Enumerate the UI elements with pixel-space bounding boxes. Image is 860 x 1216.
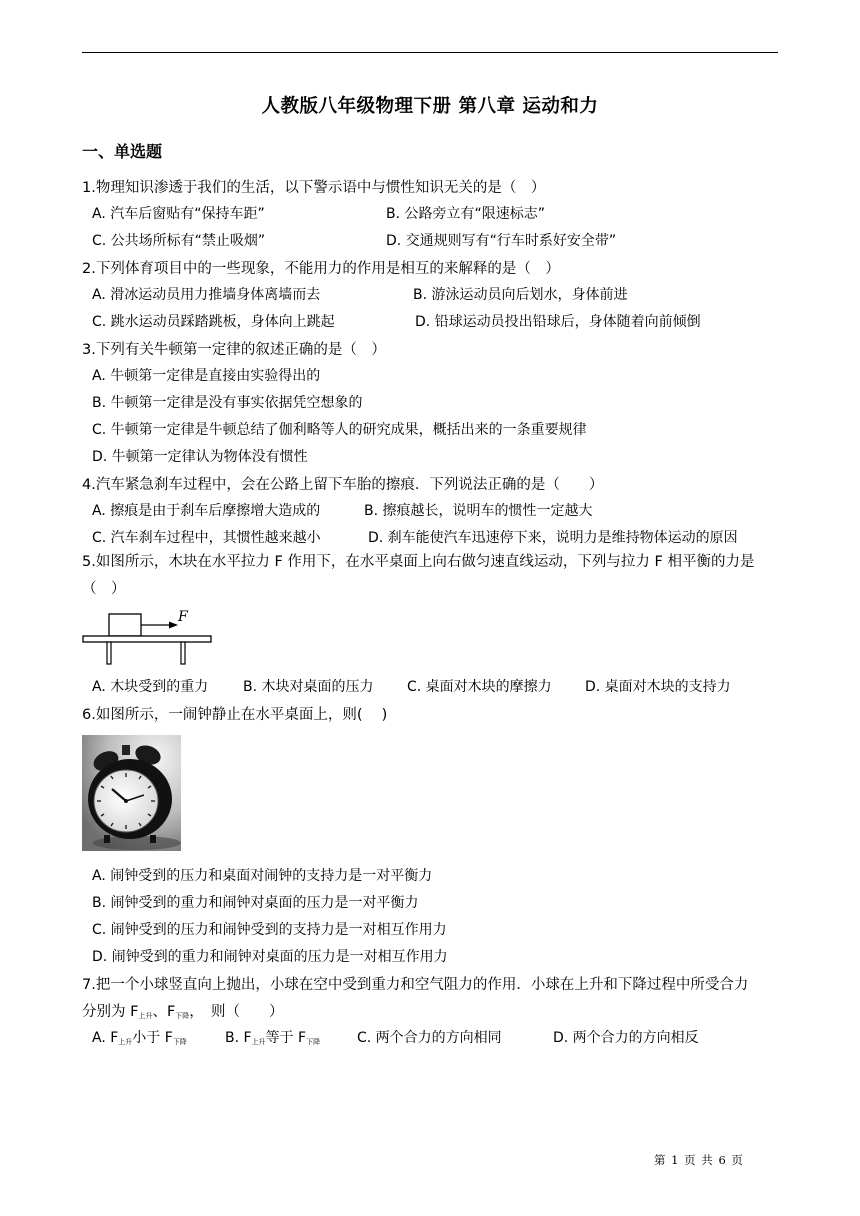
question-6-option-b: B. 闹钟受到的重力和闹钟对桌面的压力是一对平衡力 bbox=[92, 895, 419, 911]
question-7-option-b bbox=[225, 1027, 320, 1047]
question-2-option-d: D. 铅球运动员投出铅球后，身体随着向前倾倒 bbox=[415, 314, 701, 330]
question-3-option-b: B. 牛顿第一定律是没有事实依据凭空想象的 bbox=[92, 395, 363, 411]
option-a-f: A. F bbox=[92, 1030, 119, 1046]
option-b-sub-up: 上升 bbox=[251, 1038, 266, 1046]
question-4-option-b: B. 擦痕越长，说明车的惯性一定越大 bbox=[364, 503, 593, 519]
force-label: F bbox=[178, 609, 188, 625]
question-7-stem-line-1: 7.把一个小球竖直向上抛出，小球在空中受到重力和空气阻力的作用．小球在上升和下降过程中所受合力 bbox=[82, 977, 749, 993]
subscript-up: 上升 bbox=[138, 1012, 153, 1020]
option-a-text: 小于 F bbox=[132, 1030, 173, 1046]
page-title: 人教版八年级物理下册 第八章 运动和力 bbox=[261, 96, 599, 117]
question-7-stem-line-2 bbox=[82, 1000, 284, 1021]
question-2-option-c: C. 跳水运动员踩踏跳板，身体向上跳起 bbox=[92, 314, 335, 330]
force-arrowhead bbox=[169, 622, 178, 629]
section-heading: 一、单选题 bbox=[82, 142, 163, 161]
question-7-option-a bbox=[92, 1027, 187, 1047]
question-2-option-a: A. 滑冰运动员用力推墙身体离墙而去 bbox=[92, 287, 321, 303]
question-6-option-d: D. 闹钟受到的重力和闹钟对桌面的压力是一对相互作用力 bbox=[92, 949, 448, 965]
question-4-stem: 4.汽车紧急刹车过程中，会在公路上留下车胎的擦痕．下列说法正确的是（ ） bbox=[82, 477, 604, 493]
question-5-option-b: B. 木块对桌面的压力 bbox=[243, 679, 374, 695]
page-footer: 第 1 页 共 6 页 bbox=[654, 1153, 743, 1167]
question-3-option-d: D. 牛顿第一定律认为物体没有惯性 bbox=[92, 449, 308, 465]
option-b-f: B. F bbox=[225, 1030, 252, 1046]
question-1-option-b: B. 公路旁立有“限速标志” bbox=[386, 206, 546, 222]
question-7-stem-sep: 、F bbox=[152, 1004, 176, 1020]
question-1-option-c: C. 公共场所标有“禁止吸烟” bbox=[92, 233, 266, 249]
question-5-option-c: C. 桌面对木块的摩擦力 bbox=[407, 679, 552, 695]
option-a-sub-down: 下降 bbox=[172, 1038, 187, 1046]
question-6-option-a: A. 闹钟受到的压力和桌面对闹钟的支持力是一对平衡力 bbox=[92, 868, 433, 884]
question-4-option-a: A. 擦痕是由于刹车后摩擦增大造成的 bbox=[92, 503, 321, 519]
question-5-option-d: D. 桌面对木块的支持力 bbox=[585, 679, 731, 695]
question-3-stem: 3.下列有关牛顿第一定律的叙述正确的是（ ） bbox=[82, 342, 386, 358]
question-2-stem: 2.下列体育项目中的一些现象，不能用力的作用是相互的来解释的是（ ） bbox=[82, 261, 560, 277]
question-3-option-a: A. 牛顿第一定律是直接由实验得出的 bbox=[92, 368, 321, 384]
table-leg-right bbox=[181, 642, 185, 664]
subscript-down: 下降 bbox=[175, 1012, 190, 1020]
question-4-option-d: D. 刹车能使汽车迅速停下来，说明力是维持物体运动的原因 bbox=[368, 530, 738, 546]
block-on-table-figure bbox=[82, 606, 214, 666]
question-2-option-b: B. 游泳运动员向后划水，身体前进 bbox=[413, 287, 628, 303]
question-3-option-c: C. 牛顿第一定律是牛顿总结了伽利略等人的研究成果，概括出来的一条重要规律 bbox=[92, 422, 587, 438]
question-4-option-c: C. 汽车刹车过程中，其惯性越来越小 bbox=[92, 530, 321, 546]
question-7-stem-part-a: 分别为 F bbox=[82, 1004, 139, 1020]
header-rule bbox=[82, 52, 778, 53]
option-b-sub-down: 下降 bbox=[306, 1038, 321, 1046]
table-top bbox=[83, 636, 211, 642]
question-1-option-a: A. 汽车后窗贴有“保持车距” bbox=[92, 206, 265, 222]
alarm-clock-photo bbox=[82, 735, 181, 851]
question-5-stem: 5.如图所示，木块在水平拉力 F 作用下，在水平桌面上向右做匀速直线运动，下列与拉力 F 相平衡的力是（ ） bbox=[82, 554, 755, 597]
question-7-stem-part-b: ， 则（ ） bbox=[189, 1004, 284, 1020]
question-6-stem: 6.如图所示，一闹钟静止在水平桌面上，则( ) bbox=[82, 707, 388, 723]
question-7-option-c: C. 两个合力的方向相同 bbox=[357, 1030, 502, 1046]
wooden-block bbox=[109, 614, 141, 636]
question-7-option-d: D. 两个合力的方向相反 bbox=[553, 1030, 699, 1046]
table-leg-left bbox=[107, 642, 111, 664]
question-5-option-a: A. 木块受到的重力 bbox=[92, 679, 209, 695]
option-b-text: 等于 F bbox=[265, 1030, 307, 1046]
question-1-stem: 1.物理知识渗透于我们的生活，以下警示语中与惯性知识无关的是（ ） bbox=[82, 180, 546, 196]
question-1-option-d: D. 交通规则写有“行车时系好安全带” bbox=[386, 233, 617, 249]
option-a-sub-up: 上升 bbox=[118, 1038, 133, 1046]
question-6-option-c: C. 闹钟受到的压力和闹钟受到的支持力是一对相互作用力 bbox=[92, 922, 447, 938]
